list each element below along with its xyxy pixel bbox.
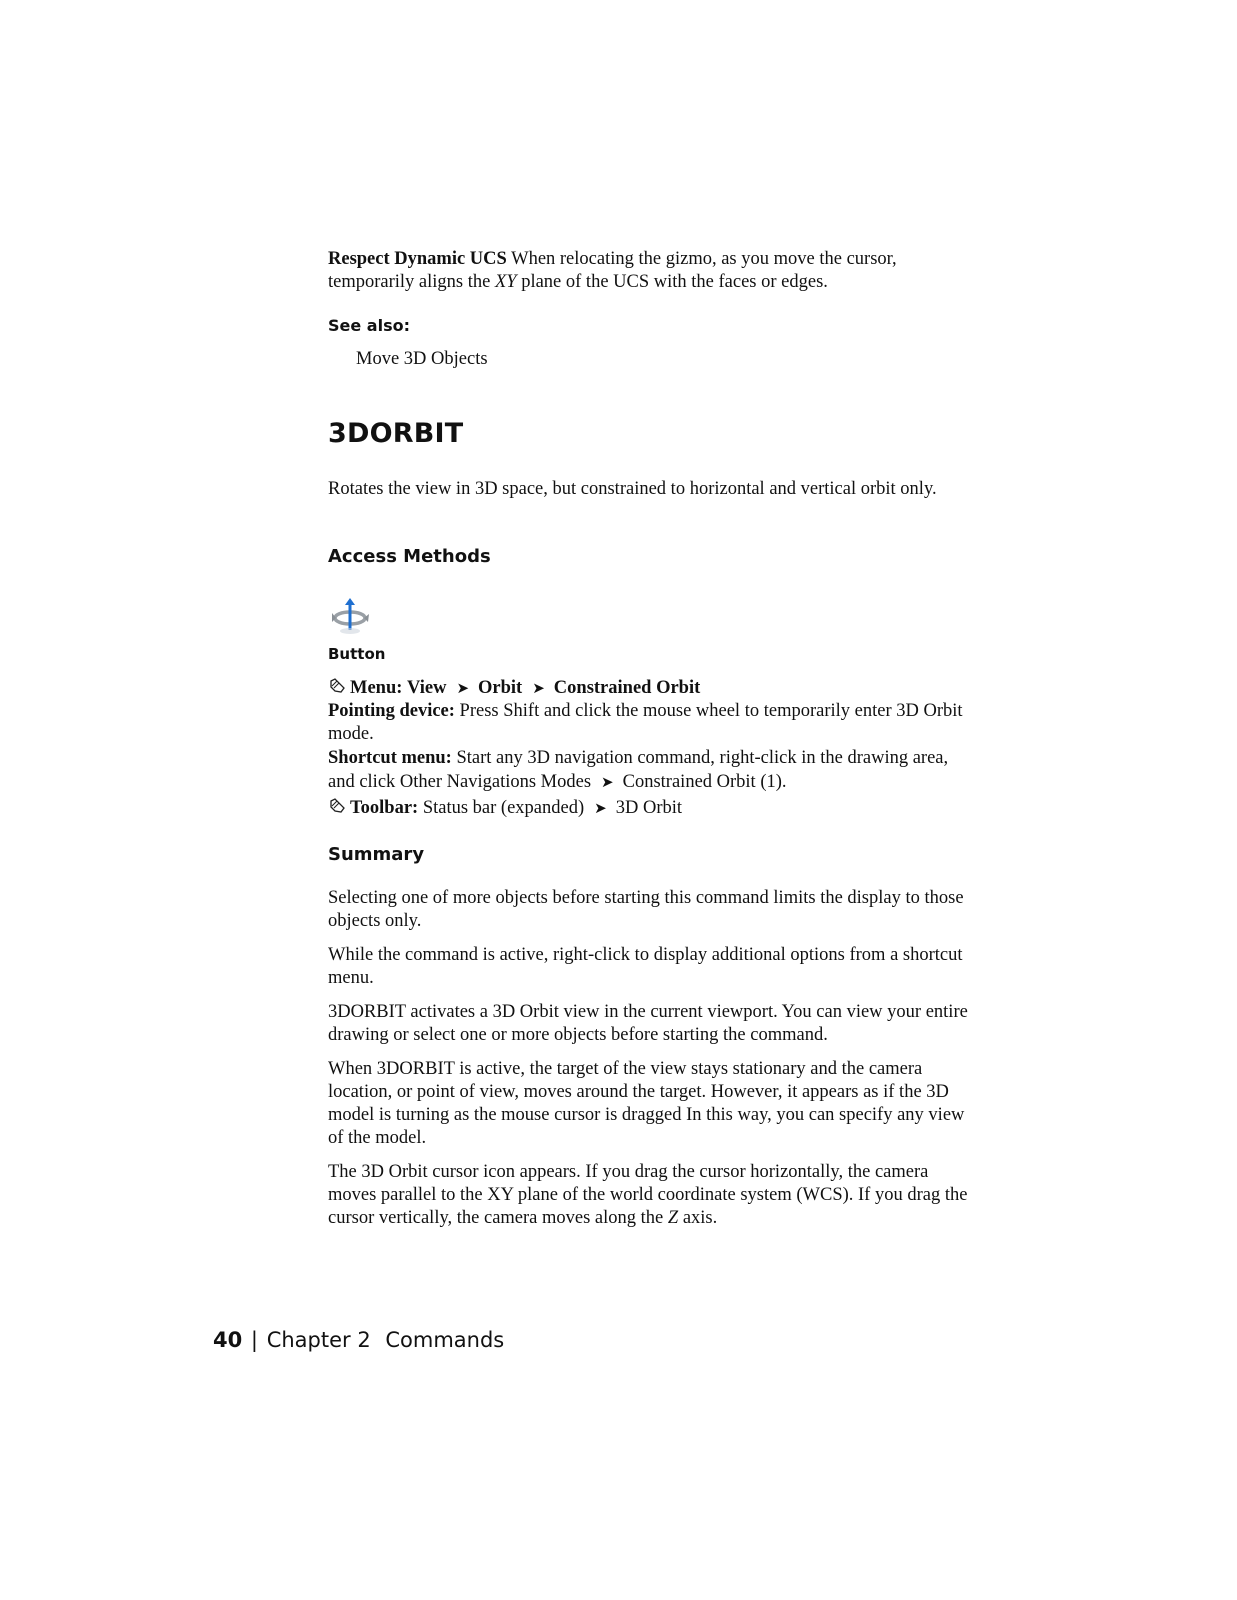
hand-pointer-icon xyxy=(328,797,346,815)
3d-orbit-icon[interactable] xyxy=(328,596,374,636)
shortcut-target: Constrained Orbit (1). xyxy=(622,772,787,792)
footer-section: Commands xyxy=(385,1328,505,1352)
page-number: 40 xyxy=(213,1328,243,1352)
page-footer xyxy=(213,1327,504,1353)
summary-paragraph-3: 3DORBIT activates a 3D Orbit view in the current viewport. You can view your entire drawing or select one or more objects before starting the command. xyxy=(328,1002,968,1045)
summary-paragraph-5 xyxy=(328,1161,968,1230)
see-also-section xyxy=(328,316,968,371)
shortcut-arrow: ➤ xyxy=(601,775,614,791)
menu-arrow-2: ➤ xyxy=(532,681,545,697)
footer-separator: | xyxy=(250,1328,258,1352)
definition-term: Respect Dynamic UCS xyxy=(328,249,507,269)
shortcut-label: Shortcut menu: xyxy=(328,748,452,768)
summary-p5-italic: Z xyxy=(667,1208,679,1228)
access-shortcut-menu xyxy=(328,746,968,795)
access-pointing-device xyxy=(328,700,968,746)
toolbar-label: Toolbar: xyxy=(350,798,419,818)
pointing-label: Pointing device: xyxy=(328,701,455,721)
toolbar-target: 3D Orbit xyxy=(615,798,683,818)
summary-paragraph-4: When 3DORBIT is active, the target of the view stays stationary and the camera location, or point of view, moves around the target. However, it appears as if the 3D model is turning as the mouse cursor is dragged In this way, you can specify any view of the model. xyxy=(328,1059,965,1148)
summary-paragraph-1: Selecting one of more objects before starting this command limits the display to those objects only. xyxy=(328,888,964,931)
definition-desc-italic: XY xyxy=(494,272,517,292)
summary-heading: Summary xyxy=(328,844,425,865)
shortcut-text: Start any 3D navigation command, right-click in the drawing area, and click Other Navigations Modes xyxy=(328,748,949,792)
menu-item-orbit[interactable]: Orbit xyxy=(478,678,523,698)
footer-chapter: Chapter 2 xyxy=(266,1328,371,1352)
pointing-text: Press Shift and click the mouse wheel to temporarily enter 3D Orbit mode. xyxy=(328,701,963,744)
access-menu-line xyxy=(328,677,968,701)
summary-paragraph-2: While the command is active, right-click to display additional options from a shortcut menu. xyxy=(328,945,963,988)
menu-label: Menu: xyxy=(350,678,403,698)
access-button-block xyxy=(328,596,968,663)
definition-text xyxy=(328,248,968,294)
definition-respect-dynamic-ucs xyxy=(328,248,968,294)
button-label: Button xyxy=(328,645,386,663)
toolbar-text: Status bar (expanded) xyxy=(418,798,585,818)
summary-p5-part2: axis. xyxy=(678,1208,718,1228)
menu-item-view[interactable]: View xyxy=(407,678,447,698)
definition-desc-part1: When relocating the gizmo, as you move the cursor, temporarily aligns the xyxy=(328,249,897,292)
command-intro: Rotates the view in 3D space, but constrained to horizontal and vertical orbit only. xyxy=(328,479,937,499)
access-toolbar-line xyxy=(328,797,968,821)
menu-item-constrained-orbit[interactable]: Constrained Orbit xyxy=(553,678,701,698)
command-title: 3DORBIT xyxy=(328,418,464,449)
access-methods-heading: Access Methods xyxy=(328,546,491,567)
menu-arrow-1: ➤ xyxy=(456,681,470,697)
hand-pointer-icon xyxy=(328,677,346,695)
toolbar-arrow: ➤ xyxy=(594,801,607,817)
see-also-link[interactable]: Move 3D Objects xyxy=(356,349,488,369)
see-also-label: See also: xyxy=(328,316,410,335)
summary-p5-part1: The 3D Orbit cursor icon appears. If you drag the cursor horizontally, the camera moves parallel to the XY plane of the world coordinate system (WCS). If you drag the cursor vertically, the camera moves along the xyxy=(328,1162,968,1228)
definition-desc-part2: plane of the UCS with the faces or edges. xyxy=(516,272,828,292)
